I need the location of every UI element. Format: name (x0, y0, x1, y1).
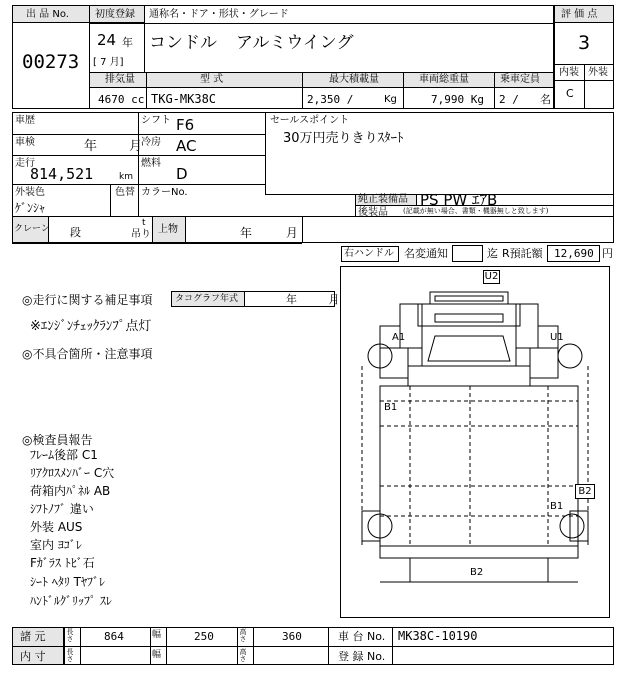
max-load: 2,350 / (307, 93, 354, 106)
supplement-title: ◎走行に関する補足事項 (22, 293, 153, 307)
capacity: 2 / (499, 93, 519, 106)
fuel: D (176, 165, 188, 183)
shift: F6 (176, 116, 195, 134)
ac-label: 冷房 (141, 137, 161, 148)
length-label: 長さ (66, 628, 74, 642)
inspector-item: 荷箱内ﾊﾟﾈﾙ AB (30, 484, 111, 498)
length: 864 (104, 630, 124, 643)
car-body: アルミウイング (236, 33, 354, 53)
chassis-no: MK38C-10190 (398, 629, 478, 643)
mileage-label: 走行 (15, 158, 35, 169)
inspector-item: ｼｰﾄ ﾍﾀﾘ Tﾔﾌﾞﾚ (30, 575, 105, 589)
lot-no: 00273 (22, 51, 80, 73)
capacity-unit: 名 (540, 93, 551, 106)
mileage: 814,521 (30, 165, 94, 183)
width: 250 (194, 630, 214, 643)
first-reg-year: 24 (97, 31, 117, 49)
sales-point: 30万円売りきりｽﾀｰﾄ (283, 131, 404, 146)
inspection-label: 車検 (15, 137, 35, 148)
inspector-item: 室内 ﾖｺﾞﾚ (30, 538, 82, 552)
specs-label: 諸 元 (20, 630, 46, 643)
damage-mark: B1 (550, 501, 564, 512)
fuel-label: 燃料 (141, 158, 161, 169)
reg-no-label: 登 録 No. (338, 650, 386, 663)
inspector-item: ﾌﾚｰﾑ後部 C1 (30, 448, 98, 462)
score: 3 (578, 32, 591, 54)
color: ｹﾞﾝｼｬ (15, 201, 46, 215)
sales-point-label: セールスポイント (270, 115, 350, 126)
reg-fee-unit: 円 (602, 247, 613, 260)
max-load-unit: Kg (384, 94, 397, 105)
displacement-label: 排気量 (105, 74, 135, 85)
tacho-value: 年 月 (286, 293, 340, 306)
first-reg-label: 初度登録 (95, 9, 135, 20)
damage-mark: U1 (550, 332, 564, 343)
capacity-label: 乗車定員 (500, 74, 540, 85)
damage-mark: A1 (392, 332, 406, 343)
crane-ton-top: t (142, 218, 146, 228)
color-label: 外装色 (15, 187, 45, 198)
chassis-label: 車 台 No. (338, 630, 386, 643)
width-label-2: 幅 (152, 650, 162, 660)
damage-mark: B2 (575, 484, 595, 499)
deadline-label: 迄 (487, 247, 498, 260)
reg-fee-label: R預託額 (502, 247, 543, 260)
gvw-label: 車両総重量 (419, 74, 469, 85)
length-label-2: 長さ (66, 648, 74, 662)
width-label: 幅 (152, 630, 162, 640)
crane-ton: 吊り (131, 229, 151, 240)
height: 360 (282, 630, 302, 643)
model-title-label: 通称名・ドア・形状・グレード (149, 9, 289, 20)
inspector-item: ｼﾌﾄﾉﾌﾞ 違い (30, 502, 94, 516)
reg-fee: 12,690 (554, 247, 594, 260)
aftermarket-note: (記載が無い場合、書類・機器無しと致します) (403, 207, 549, 215)
interior-label: 内装 (559, 67, 579, 78)
height-label: 高さ (239, 628, 247, 642)
mileage-unit: km (119, 172, 133, 182)
car-name: コンドル (149, 33, 217, 53)
inspector-title: ◎検査員報告 (22, 433, 93, 447)
shift-label: シフト (141, 115, 171, 126)
name-change-box (452, 245, 483, 262)
damage-mark: B2 (470, 567, 484, 578)
history-label: 車歴 (15, 115, 35, 126)
body-top-label: 上物 (158, 224, 178, 235)
interior-grade: C (566, 87, 574, 100)
steering: 右ハンドル (344, 248, 394, 259)
inspector-item: 外装 AUS (30, 520, 83, 534)
max-load-label: 最大積載量 (329, 74, 379, 85)
crane-label: クレーン (14, 224, 50, 234)
ac: AC (176, 137, 197, 155)
damage-mark: B1 (384, 402, 398, 413)
spec-header-row (89, 72, 554, 88)
aftermarket-label: 後装品 (358, 207, 388, 218)
truck-diagram (340, 266, 610, 618)
model-label: 型 式 (200, 74, 224, 85)
supplement-item: ※ｴﾝｼﾞﾝﾁｪｯｸﾗﾝﾌﾟ点灯 (30, 319, 152, 334)
exterior-label: 外装 (588, 67, 608, 78)
displacement: 4670 cc (98, 93, 145, 106)
body-top-value: 年 月 (240, 226, 298, 240)
name-change-label: 名変通知 (404, 247, 448, 260)
damage-mark: U2 (484, 271, 499, 282)
color-no-label: 色替 (115, 187, 135, 198)
equipment-label: 純正装備品 (358, 194, 408, 205)
lot-no-label: 出 品 No. (26, 9, 69, 20)
inspector-item: ﾘｱｸﾛｽﾒﾝﾊﾞｰ C穴 (30, 466, 115, 480)
first-reg-month: [ 7 月] (93, 57, 124, 68)
tacho-label: タコグラフ年式 (175, 294, 239, 304)
equipment: PS PW ｴｱB (420, 191, 498, 209)
model: TKG-MK38C (151, 92, 217, 106)
interior-dims-label: 内 寸 (20, 650, 46, 663)
color-code-label: カラーNo. (141, 187, 188, 198)
inspection-value: 年 月 (84, 139, 143, 154)
defects-title: ◎不具合箇所・注意事項 (22, 347, 153, 361)
gvw: 7,990 Kg (431, 93, 484, 106)
height-label-2: 高さ (239, 648, 247, 662)
year-unit: 年 (122, 36, 133, 49)
inspector-item: ﾊﾝﾄﾞﾙｸﾞﾘｯﾌﾟ ｽﾚ (30, 594, 112, 608)
inspector-item: Fｶﾞﾗｽ ﾄﾋﾞ石 (30, 556, 95, 570)
crane-stage: 段 (70, 226, 81, 239)
score-label: 評 価 点 (561, 9, 598, 20)
